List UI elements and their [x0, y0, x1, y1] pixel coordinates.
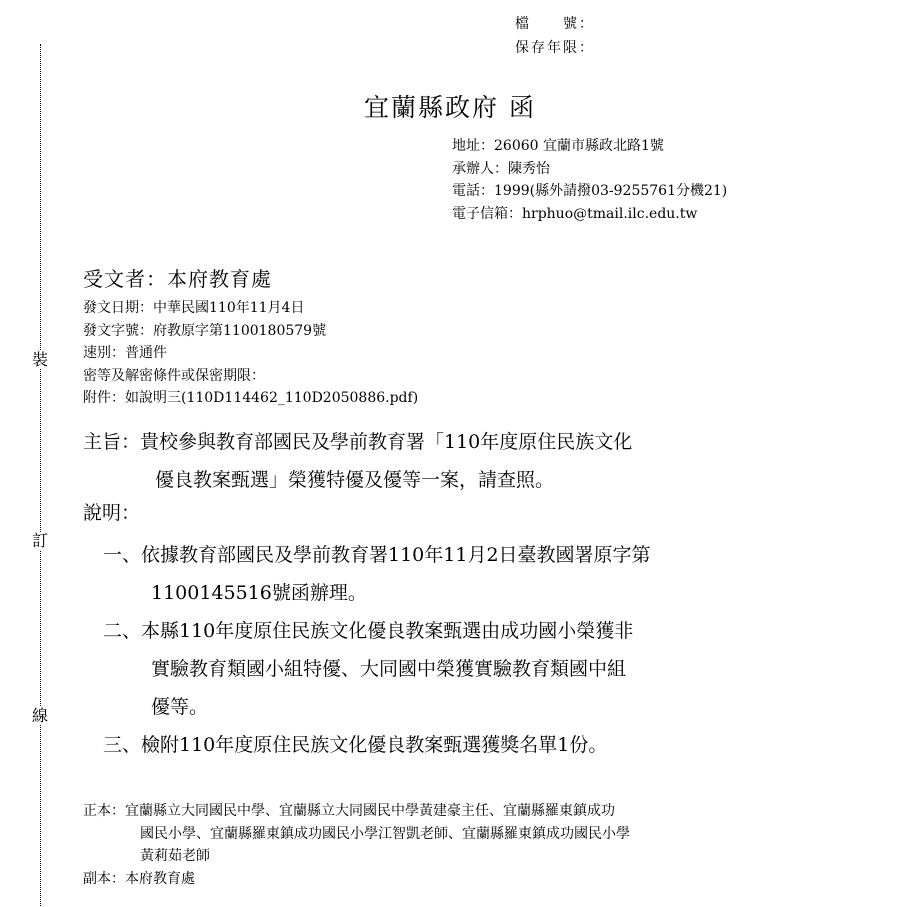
description-item-3: 三、檢附110年度原住民族文化優良教案甄選獲獎名單1份。 [103, 734, 608, 756]
sender-phone: 電話：1999(縣外請撥03-9255761分機21) [452, 183, 728, 199]
description-heading: 說明： [83, 502, 141, 524]
description-item-1: 一、依據教育部國民及學前教育署110年11月2日臺教國署原字第 [103, 544, 651, 566]
subject-line: 主旨：貴校參與教育部國民及學前教育署「110年度原住民族文化 [83, 431, 633, 453]
sender-email: 電子信箱：hrphuo@tmail.ilc.edu.tw [452, 205, 698, 222]
main-recipients: 正本：宜蘭縣立大同國民中學、宜蘭縣立大同國民中學黃建豪主任、宜蘭縣羅東鎮成功 [83, 803, 615, 819]
recipient: 受文者：本府教育處 [83, 267, 272, 291]
subject-line: 優良教案甄選」榮獲特優及優等一案，請查照。 [155, 469, 555, 491]
description-item-2-cont: 實驗教育類國小組特優、大同國中榮獲實驗教育類國中組 [151, 658, 627, 680]
sender-handler: 承辦人：陳秀怡 [452, 160, 550, 177]
description-item-2: 二、本縣110年度原住民族文化優良教案甄選由成功國小榮獲非 [103, 620, 634, 642]
issue-date: 發文日期：中華民國110年11月4日 [83, 300, 305, 316]
archive-block [515, 12, 595, 60]
sender-address: 地址：26060 宜蘭市縣政北路1號 [452, 138, 664, 154]
document-number: 發文字號：府教原字第1100180579號 [83, 322, 327, 339]
description-item-2-cont: 優等。 [151, 696, 209, 718]
description-body [103, 536, 823, 764]
sender-info [452, 135, 727, 225]
binding-mark-zhuang: 裝 [31, 350, 48, 369]
binding-mark-ding: 訂 [31, 531, 48, 550]
copy-recipients: 副本：本府教育處 [83, 870, 195, 887]
secrecy-level: 密等及解密條件或保密期限： [83, 367, 265, 384]
main-recipients-cont: 黃莉茹老師 [140, 848, 210, 864]
binding-dotted-line [40, 44, 41, 906]
binding-mark-xian: 線 [31, 706, 48, 725]
attachment: 附件：如說明三(110D114462_110D2050886.pdf) [83, 390, 419, 406]
file-number-label: 檔 號： [515, 16, 595, 32]
main-recipients-cont: 國民小學、宜蘭縣羅東鎮成功國民小學江智凱老師、宜蘭縣羅東鎮成功國民小學 [140, 825, 630, 842]
subject [83, 423, 803, 499]
document-title: 宜蘭縣政府 函 [364, 93, 536, 122]
retention-period-label: 保存年限： [515, 40, 595, 56]
description-item-1-cont: 1100145516號函辦理。 [151, 582, 367, 604]
document-meta [83, 297, 418, 410]
delivery-speed: 速別：普通件 [83, 345, 167, 361]
distribution [83, 800, 630, 890]
